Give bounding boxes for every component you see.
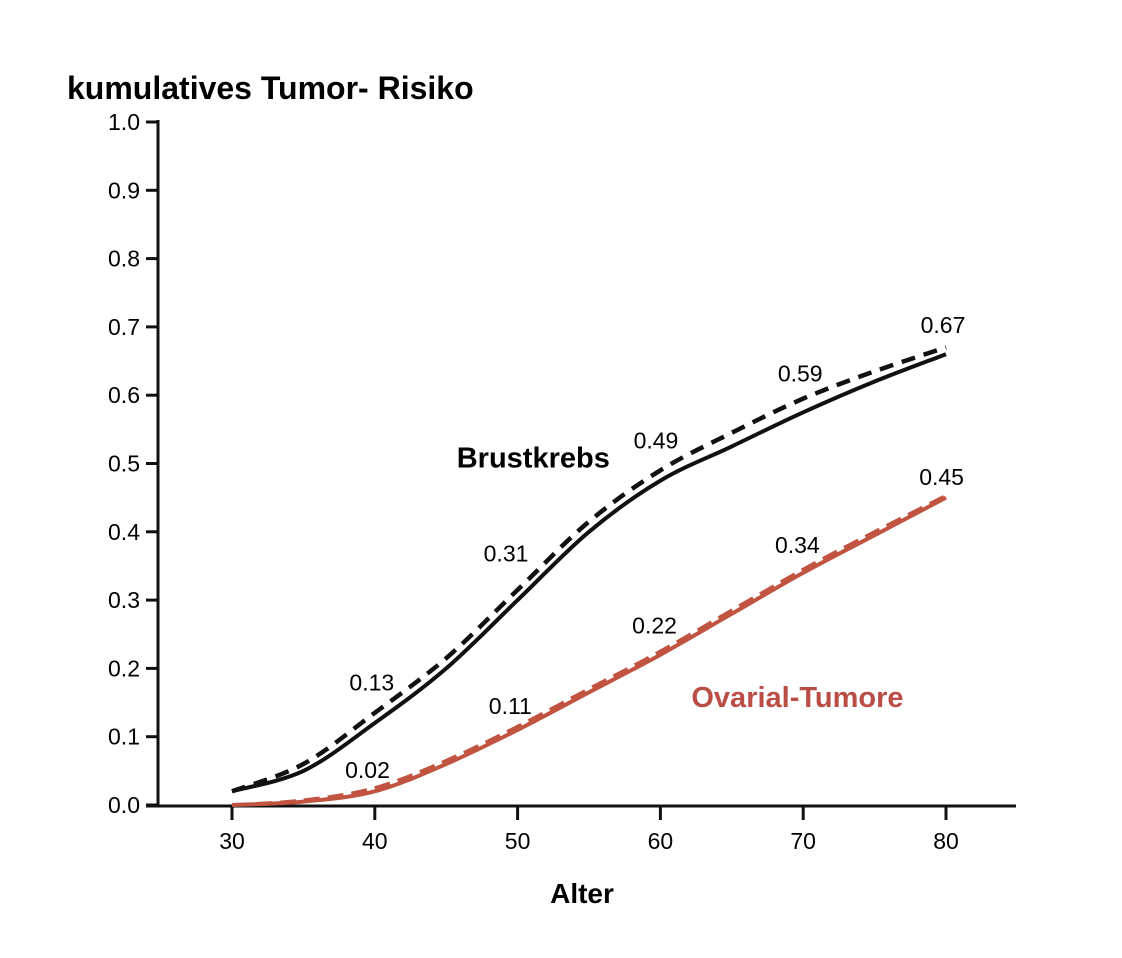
x-tick-label: 50 (504, 827, 531, 854)
x-tick-label: 30 (219, 827, 245, 854)
y-axis-title: kumulatives Tumor- Risiko (67, 70, 474, 106)
y-tick-label: 0.5 (108, 450, 140, 477)
value-label: 0.34 (774, 531, 820, 558)
x-tick-label: 70 (790, 827, 816, 854)
series-label-brustkrebs: Brustkrebs (456, 442, 610, 475)
series-line-brustkrebs-gestrichelt (232, 347, 946, 791)
value-label: 0.67 (920, 311, 966, 338)
y-tick-label: 0.6 (108, 382, 140, 409)
value-label: 0.49 (633, 427, 679, 454)
y-tick-label: 0.4 (108, 518, 140, 545)
y-tick-label: 0.7 (108, 313, 140, 340)
series-line-ovarial-tumore-gestrichelt (232, 496, 946, 805)
y-tick-label: 0.0 (108, 792, 140, 818)
series-line-brustkrebs (232, 354, 946, 791)
y-tick-label: 0.3 (108, 587, 140, 614)
value-label: 0.31 (483, 540, 529, 567)
x-axis-title: Alter (550, 878, 614, 909)
value-label: 0.45 (919, 464, 964, 491)
series-label-ovarial-tumore: Ovarial-Tumore (691, 681, 904, 714)
value-label: 0.13 (349, 669, 395, 696)
value-label: 0.02 (345, 757, 390, 784)
x-tick-label: 80 (933, 827, 959, 854)
series-line-ovarial-tumore (232, 498, 946, 805)
x-tick-label: 40 (362, 827, 388, 854)
y-tick-label: 1.0 (108, 109, 140, 135)
value-label: 0.11 (488, 692, 532, 719)
value-label: 0.59 (777, 360, 823, 387)
value-label: 0.22 (632, 612, 677, 639)
y-tick-label: 0.8 (108, 245, 140, 272)
y-tick-label: 0.1 (108, 723, 140, 750)
y-tick-label: 0.2 (108, 655, 140, 682)
x-tick-label: 60 (647, 827, 674, 854)
y-tick-label: 0.9 (108, 177, 140, 204)
